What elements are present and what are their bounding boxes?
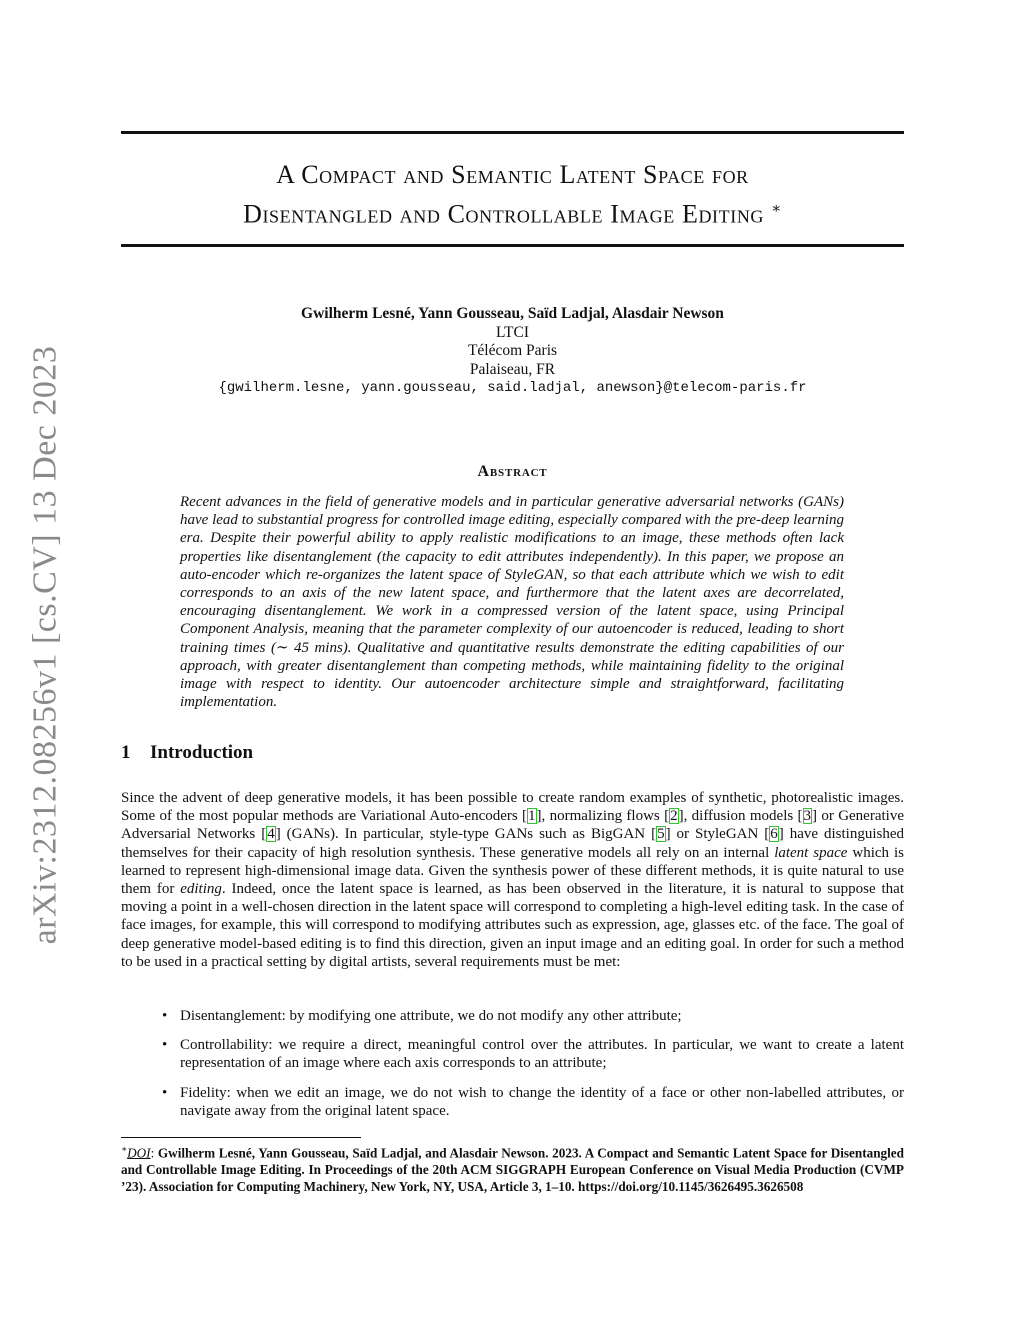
list-item-text: Disentanglement: by modifying one attribute, we do not modify any other attribute; <box>180 1008 682 1024</box>
affiliation-lab: LTCI <box>495 323 529 341</box>
title-line-2-text: Disentangled and Controllable Image Editing <box>243 199 765 229</box>
list-item-text: Fidelity: when we edit an image, we do not wish to change the identity of a face or other non-labelled attributes, or navigate away from the original latent space. <box>180 1084 904 1119</box>
introduction-body <box>121 789 904 971</box>
title-bottom-rule <box>121 244 904 247</box>
citation-link-5[interactable]: 5 <box>657 826 665 843</box>
arxiv-side-identifier <box>20 345 70 945</box>
citation-link-3[interactable]: 3 <box>803 808 812 825</box>
intro-paragraph: Since the advent of deep generative models, it has been possible to create random examples of synthetic, photorealistic images. Some of the most popular methods are Variational Auto-encoders [1], normalizing flows [2], diffusion models [3] or Generative Adversarial Networks [4] (GANs). In particular, style-type GANs such as BigGAN [5] or StyleGAN [6] have distinguished themselves for their capacity of high resolution synthesis. These generative models all rely on an internal latent space which is learned to represent high-dimensional image data. Given the synthesis power of these different methods, it is quite natural to use them for editing. Indeed, once the latent space is learned, as has been observed in the literature, it is natural to suppose that moving a point in a well-chosen direction in the latent space will correspond to completing a high-level editing task. In the case of face images, for example, this will correspond to modifying attributes such as expression, age, glasses etc. of the face. The goal of deep generative model-based editing is to find this direction, given an input image and an editing goal. In order for such a method to be used in a practical setting by digital artists, several requirements must be met: <box>121 790 904 970</box>
title-top-rule <box>121 131 904 134</box>
affiliation-org: Télécom Paris <box>467 342 558 359</box>
bullet-dot: • <box>162 1084 168 1101</box>
intro-text-i: . Indeed, once the latent space is learned, as has been observed in the literature, it is natural to suppose that moving a point in a well-chosen direction in the latent space will correspond to completing a high-level editing task. In the case of face images, for example, this will correspond to modifying attributes such as expression, age, glasses etc. of the face. The goal of deep generative model-based editing is to find this direction, given an input image and an editing goal. In order for such a method to be used in a practical setting by digital artists, several requirements must be met: <box>121 881 904 970</box>
author-block <box>121 305 904 398</box>
intro-text-h: which is learned to represent high-dimensional image data. Given the synthesis power of these different methods, it is quite natural to use them for <box>121 844 904 898</box>
intro-text-e: (GANs). In particular, style-type GANs such as BigGAN <box>280 826 652 843</box>
abstract-heading: Abstract <box>477 463 548 480</box>
intro-emphasis-latent-space: latent space <box>774 844 848 861</box>
list-item <box>162 1036 904 1072</box>
intro-text-f: or StyleGAN <box>670 826 765 843</box>
citation-link-6[interactable]: 6 <box>770 826 778 843</box>
footnote <box>121 1141 904 1196</box>
footnote-colon: : <box>150 1145 158 1161</box>
citation-link-1[interactable]: 1 <box>528 808 536 825</box>
citation-link-2[interactable]: 2 <box>670 808 678 825</box>
author-names: Gwilherm Lesné, Yann Gousseau, Saïd Ladjal, Alasdair Newson <box>301 305 724 322</box>
title-line-1: A Compact and Semantic Latent Space for <box>276 160 749 189</box>
footnote-rule <box>121 1137 361 1138</box>
intro-text-a: Since the advent of deep generative models, it has been possible to create random examples of synthetic, photorealistic images. Some of the most popular methods are Variational Auto-encoders <box>121 790 904 825</box>
citation-link-4[interactable]: 4 <box>267 826 275 843</box>
requirements-list <box>162 1007 904 1131</box>
intro-emphasis-editing: editing <box>180 881 222 898</box>
bullet-dot: • <box>162 1008 168 1024</box>
intro-text-g: have distinguished themselves for their capacity of high resolution synthesis. These generative models all rely on an internal <box>121 826 904 861</box>
affiliation-place: Palaiseau, FR <box>469 360 556 378</box>
footnote-mark: ∗ <box>121 1144 128 1154</box>
footnote-reference: Gwilherm Lesné, Yann Gousseau, Saïd Ladjal, and Alasdair Newson. 2023. A Compact and Semantic Latent Space for Disentangled and Controllable Image Editing. In Proceedings of the 20th ACM SIGGRAPH European Conference on Visual Media Production (CVMP ’23). Association for Computing Machinery, New York, NY, USA, Article 3, 1–10. https://doi.org/10.1145/3626495.3626508 <box>121 1145 904 1194</box>
intro-text-b: , normalizing flows <box>541 808 665 825</box>
title-footnote-mark: ∗ <box>771 201 782 217</box>
abstract-text: Recent advances in the field of generative models and in particular generative adversarial networks (GANs) have lead to substantial progress for controlled image editing, especially compared with the pre-deep learning era. Despite their powerful ability to apply realistic modifications to an image, these methods often lack properties like disentanglement (the capacity to edit attributes independently). In this paper, we propose an auto-encoder which re-organizes the latent space of StyleGAN, so that each attribute which we wish to edit corresponds to an axis of the new latent space, and furthermore that the latent axes are decorrelated, encouraging disentanglement. We work in a compressed version of the latent space, using Principal Component Analysis, meaning that the parameter complexity of our autoencoder is reduced, leading to short training times (∼ 45 mins). Qualitative and quantitative results demonstrate the editing capabilities of our approach, with greater disentanglement than competing methods, while maintaining fidelity to the original image with respect to identity. Our autoencoder architecture simple and straightforward, facilitating implementation. <box>180 494 844 711</box>
section-heading-introduction <box>121 742 253 764</box>
arxiv-id-text: arXiv:2312.08256v1 [cs.CV] 13 Dec 2023 <box>26 345 64 945</box>
section-number: 1 <box>121 742 131 763</box>
author-emails: {gwilherm.lesne, yann.gousseau, said.ladjal, anewson}@telecom-paris.fr <box>218 380 807 396</box>
list-item-text: Controllability: we require a direct, meaningful control over the attributes. In particular, we want to create a latent representation of an image where each axis corresponds to an attribute; <box>180 1037 904 1072</box>
intro-text-d: or Generative Adversarial Networks <box>121 808 904 843</box>
list-item <box>162 1084 904 1120</box>
list-item <box>162 1007 904 1025</box>
title-line-2 <box>121 192 904 232</box>
paper-title <box>121 158 904 232</box>
bullet-dot: • <box>162 1037 168 1054</box>
doi-link[interactable]: DOI <box>127 1145 151 1161</box>
section-title: Introduction <box>150 742 254 763</box>
intro-text-c: , diffusion models <box>683 808 798 825</box>
